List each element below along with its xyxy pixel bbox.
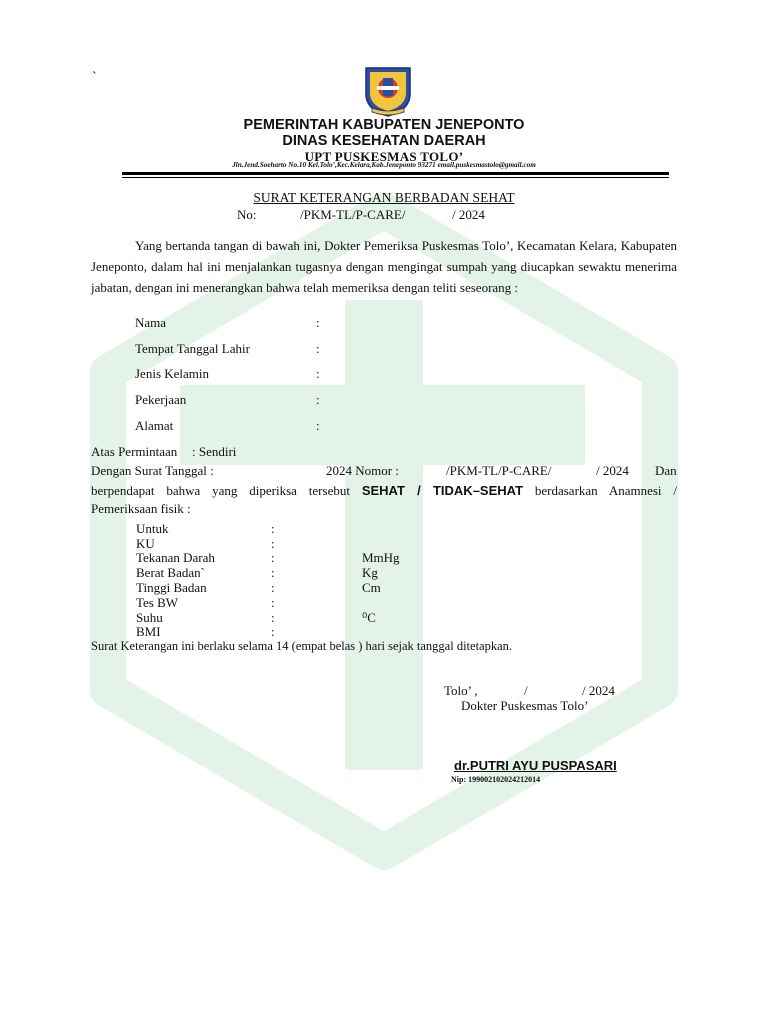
reference-year: 2024 Nomor :: [326, 463, 399, 478]
identity-colon: :: [316, 392, 320, 407]
number-year: / 2024: [452, 207, 485, 222]
reference-code: /PKM-TL/P-CARE/: [446, 463, 552, 478]
exam-label-tes-bw: Tes BW: [136, 595, 179, 610]
exam-label-bmi: BMI: [136, 624, 161, 639]
header-rule-thick: [122, 172, 669, 175]
exam-colon: :: [271, 595, 275, 610]
unit-name: UPT PUSKESMAS TOLO’: [304, 149, 464, 164]
exam-colon: :: [271, 550, 275, 565]
exam-label-purpose: Untuk: [136, 521, 169, 536]
result-pre: berpendapat bahwa yang diperiksa tersebut: [91, 483, 350, 498]
exam-colon: :: [271, 624, 275, 639]
identity-label-ttl: Tempat Tanggal Lahir: [135, 341, 250, 356]
reference-tail: Dan: [655, 463, 677, 478]
exam-colon: :: [271, 565, 275, 580]
address-line: Jln.Jend.Soeharto No.10 Kel.Tolo’,Kec.Kelara,Kab.Jeneponto 93271 email.puskesmastolo@gmail.com: [232, 161, 536, 169]
doctor-name: dr.PUTRI AYU PUSPASARI: [454, 758, 617, 773]
government-name: PEMERINTAH KABUPATEN JENEPONTO: [243, 117, 525, 133]
identity-label-job: Pekerjaan: [135, 392, 187, 407]
request-label: Atas Permintaan: [91, 444, 178, 459]
result-line: [91, 483, 677, 499]
jeneponto-regency-logo: [360, 64, 416, 118]
exam-label-weight: Berat Badan`: [136, 565, 205, 580]
result-post: berdasarkan Anamnesi /: [534, 483, 677, 498]
exam-label-blood-pressure: Tekanan Darah: [136, 550, 215, 565]
signature-role: Dokter Puskesmas Tolo’: [461, 698, 589, 713]
signature-place: Tolo’ ,: [444, 683, 478, 698]
reference-label: Dengan Surat Tanggal :: [91, 463, 214, 478]
letter-title: SURAT KETERANGAN BERBADAN SEHAT: [253, 190, 515, 205]
exam-label-height: Tinggi Badan: [136, 580, 207, 595]
identity-colon: :: [316, 366, 320, 381]
exam-unit-kg: Kg: [362, 565, 378, 580]
exam-colon: :: [271, 536, 275, 551]
exam-unit-cm: Cm: [362, 580, 381, 595]
number-label: No:: [237, 207, 257, 222]
exam-unit-celsius: ⁰C: [362, 610, 376, 625]
exam-colon: :: [271, 580, 275, 595]
header-rule-thin: [122, 177, 669, 178]
identity-label-address: Alamat: [135, 418, 174, 433]
tick-mark: `: [92, 70, 97, 85]
signature-year: / 2024: [582, 683, 615, 698]
request-value: : Sendiri: [192, 444, 237, 459]
exam-label-ku: KU: [136, 536, 155, 551]
intro-paragraph: Yang bertanda tangan di bawah ini, Dokter Pemeriksa Puskesmas Tolo’, Kecamatan Kelara, Kabupaten Jeneponto, dalam hal ini menjalankan tugasnya dengan mengingat sumpah yang diucapkan sewaktu menerima jabatan, dengan ini menerangkan bahwa telah memeriksa dengan teliti seseorang :: [91, 238, 677, 295]
identity-colon: :: [316, 315, 320, 330]
health-status: SEHAT / TIDAK–SEHAT: [361, 483, 524, 498]
result-line-2: Pemeriksaan fisik :: [91, 501, 191, 516]
number-code: /PKM-TL/P-CARE/: [300, 207, 406, 222]
validity-note: Surat Keterangan ini berlaku selama 14 (empat belas ) hari sejak tanggal ditetapkan.: [91, 639, 513, 653]
exam-colon: :: [271, 610, 275, 625]
identity-colon: :: [316, 341, 320, 356]
doctor-nip: Nip: 199002102024212014: [451, 775, 541, 784]
identity-label-nama: Nama: [135, 315, 167, 330]
exam-colon: :: [271, 521, 275, 536]
exam-label-temperature: Suhu: [136, 610, 163, 625]
reference-num-year: / 2024: [596, 463, 629, 478]
identity-colon: :: [316, 418, 320, 433]
department-name: DINAS KESEHATAN DAERAH: [282, 133, 486, 149]
exam-unit-mmhg: MmHg: [362, 550, 400, 565]
identity-label-gender: Jenis Kelamin: [135, 366, 210, 381]
signature-date-slash: /: [524, 683, 528, 698]
